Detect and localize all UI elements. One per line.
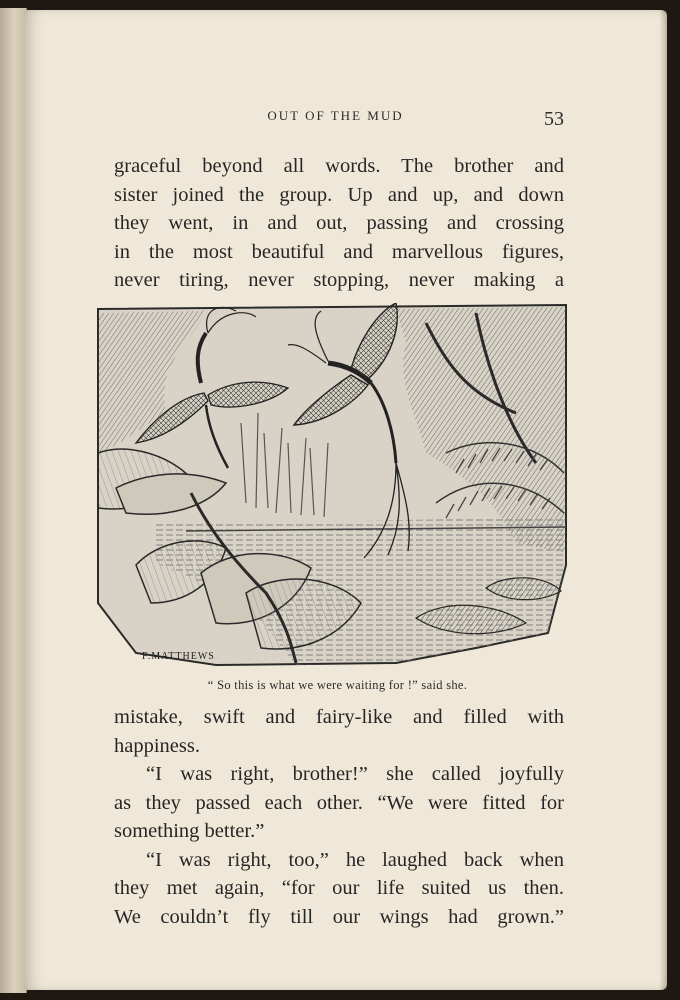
artist-signature: F.MATTHEWS — [142, 651, 215, 662]
page-edge-shadow — [659, 10, 667, 990]
text-line: something better.” — [114, 820, 265, 842]
facing-page-edge — [0, 8, 27, 993]
text-line: they went, in and out, passing and crossing — [114, 212, 564, 234]
text-line: in the most beautiful and marvellous figures, — [114, 240, 564, 263]
text-line: happiness. — [114, 734, 200, 757]
figure-caption: “ So this is what we were waiting for !” said she. — [207, 678, 468, 692]
text-line: they met again, “for our life suited us then. — [114, 877, 564, 899]
page-number: 53 — [544, 108, 564, 130]
text-line: as they passed each other. “We were fitted for — [114, 791, 564, 814]
text-line: We couldn’t fly till our wings had grown.” — [114, 905, 564, 928]
text-line: sister joined the group. Up and up, and down — [114, 183, 564, 206]
text-line: mistake, swift and fairy-like and filled with — [114, 706, 564, 728]
text-line: “I was right, brother!” she called joyfully — [146, 763, 564, 785]
paragraph-before-figure — [114, 152, 564, 295]
text-line: never tiring, never stopping, never making a — [114, 269, 564, 291]
mayfly-illustration — [96, 303, 568, 668]
running-head: OUT OF THE MUD — [267, 108, 404, 123]
book-page — [24, 10, 667, 990]
text-line: graceful beyond all words. The brother and — [114, 155, 564, 177]
paragraph-after-figure — [114, 703, 564, 931]
text-line: “I was right, too,” he laughed back when — [146, 848, 564, 871]
